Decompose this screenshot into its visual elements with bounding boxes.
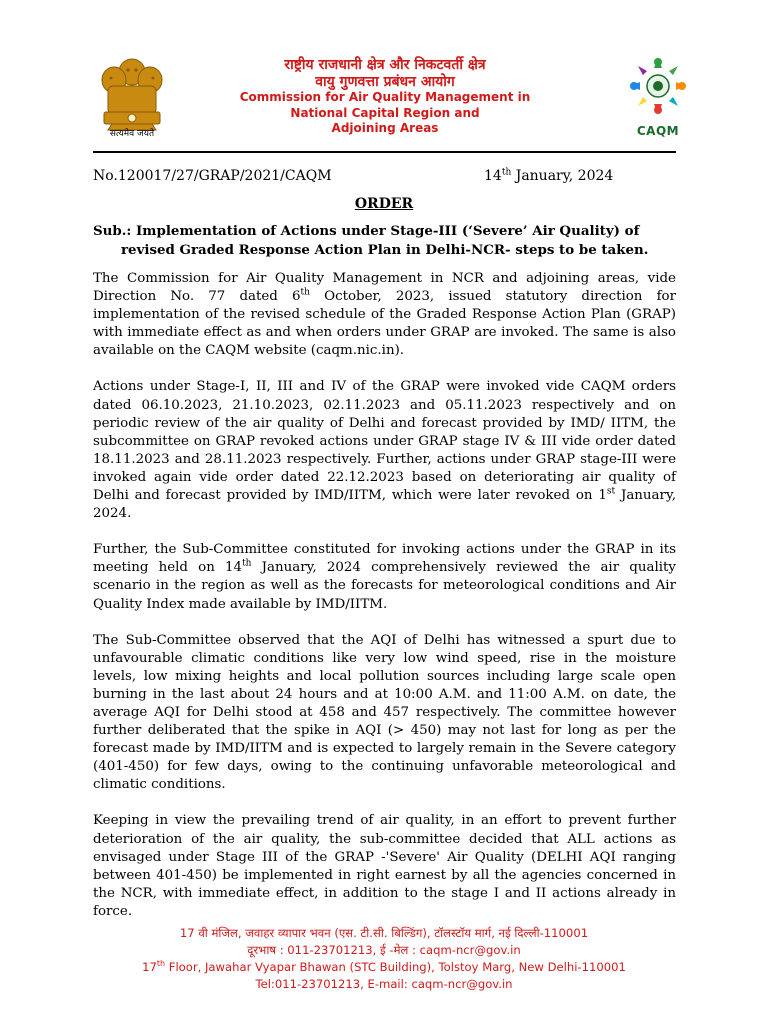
date-rest: January, 2024 — [511, 168, 614, 184]
paragraph-2-b: January, 2024. — [93, 488, 676, 522]
paragraph-3 — [93, 541, 676, 613]
header-english-line-3: Adjoining Areas — [331, 121, 439, 135]
paragraph-1-a: The Commission for Air Quality Management in NCR and adjoining areas, vide Direction No. 77 dated 6 — [93, 271, 676, 305]
paragraph-1-b: October, 2023, issued statutory direction for implementation of the revised schedule of the Graded Response Action Plan (GRAP) with immediate effect as and when orders under GRAP are invoked. The same is also available on the CAQM website (caqm.nic.in). — [93, 289, 676, 359]
footer-hindi-address: 17 वी मंजिल, जवाहर व्यापार भवन (एस. टी.सी. बिल्डिंग), टॉलस्टॉय मार्ग, नई दिल्ली-110001 — [179, 926, 589, 940]
paragraph-3-sup: th — [242, 558, 252, 569]
emblem-motto: सत्यमेव जयते — [109, 129, 155, 139]
paragraph-4: The Sub-Committee observed that the AQI of Delhi has witnessed a spurt due to unfavourable climatic conditions like very low wind speed, rise in the moisture levels, low mixing heights and local pollution sources including large scale open burning in the last about 24 hours and at 10:00 A.M. and 11:00 A.M. on date, the average AQI for Delhi stood at 458 and 457 respectively. The committee however further deliberated that the spike in AQI (> 450) may not last for long as per the forecast made by IMD/IITM and is expected to largely remain in the Severe category (401-450) for few days, owing to the continuing unfavorable meteorological and climatic conditions. — [93, 632, 676, 793]
footer-hindi-contact: दूरभाष : 011-23701213, ई -मेल : caqm-ncr@gov.in — [247, 943, 521, 957]
footer-english-address — [0, 960, 768, 974]
caqm-logo-icon — [624, 52, 692, 128]
header-divider — [93, 151, 676, 153]
reference-number: No.120017/27/GRAP/2021/CAQM — [93, 168, 332, 184]
paragraph-2-a: Actions under Stage-I, II, III and IV of the GRAP were invoked vide CAQM orders dated 06.10.2023, 21.10.2023, 02.11.2023 and 05.11.2023 respectively and on periodic review of the air quality of Delhi and forecast provided by IMD/ IITM, the subcommittee on GRAP revoked actions under GRAP stage IV & III vide order dated 18.11.2023 and 28.11.2023 respectively. Further, actions under GRAP stage-III were invoked again vide order dated 22.12.2023 based on deteriorating air quality of Delhi and forecast provided by IMD/IITM, which were later revoked on 1 — [93, 379, 676, 504]
paragraph-2 — [93, 378, 676, 523]
document-title: ORDER — [354, 196, 414, 212]
paragraph-1-sup: th — [300, 287, 310, 298]
header-hindi-line-1: राष्ट्रीय राजधानी क्षेत्र और निकटवर्ती क्षेत्र — [284, 57, 486, 73]
paragraph-2-sup: st — [606, 486, 616, 497]
footer-address-text: Floor, Jawahar Vyapar Bhawan (STC Building), Tolstoy Marg, New Delhi-110001 — [165, 960, 626, 974]
date-day: 14 — [484, 168, 502, 184]
paragraph-3-a: Further, the Sub-Committee constituted for invoking actions under the GRAP in its meeting held on 14 — [93, 542, 676, 576]
paragraph-3-b: January, 2024 comprehensively reviewed the air quality scenario in the region as well as the forecasts for meteorological conditions and Air Quality Index made available by IMD/IITM. — [93, 560, 676, 612]
paragraph-5: Keeping in view the prevailing trend of air quality, in an effort to prevent further deterioration of the air quality, the sub-committee decided that ALL actions as envisaged under Stage III of the GRAP -'Severe' Air Quality (DELHI AQI ranging between 401-450) be implemented in right earnest by all the agencies concerned in the NCR, with immediate effect, in addition to the stage I and II actions already in force. — [93, 813, 676, 919]
footer-floor: 17 — [142, 960, 157, 974]
order-date — [484, 168, 613, 184]
header-hindi-line-2: वायु गुणवत्ता प्रबंधन आयोग — [315, 74, 455, 90]
paragraph-1 — [93, 270, 676, 360]
subject-line-1: Sub.: Implementation of Actions under Stage-III (‘Severe’ Air Quality) of — [93, 223, 640, 239]
footer-english-contact: Tel:011-23701213, E-mail: caqm-ncr@gov.in — [255, 977, 513, 991]
subject-line-2: revised Graded Response Action Plan in Delhi-NCR- steps to be taken. — [121, 242, 649, 258]
header-english-line-1: Commission for Air Quality Management in — [239, 90, 531, 104]
header-english-line-2: National Capital Region and — [290, 106, 480, 120]
date-suffix: th — [501, 167, 512, 178]
footer-floor-suffix: th — [156, 959, 166, 969]
order-body — [93, 270, 676, 939]
caqm-logo-text: CAQM — [636, 124, 680, 138]
subject — [93, 222, 676, 260]
